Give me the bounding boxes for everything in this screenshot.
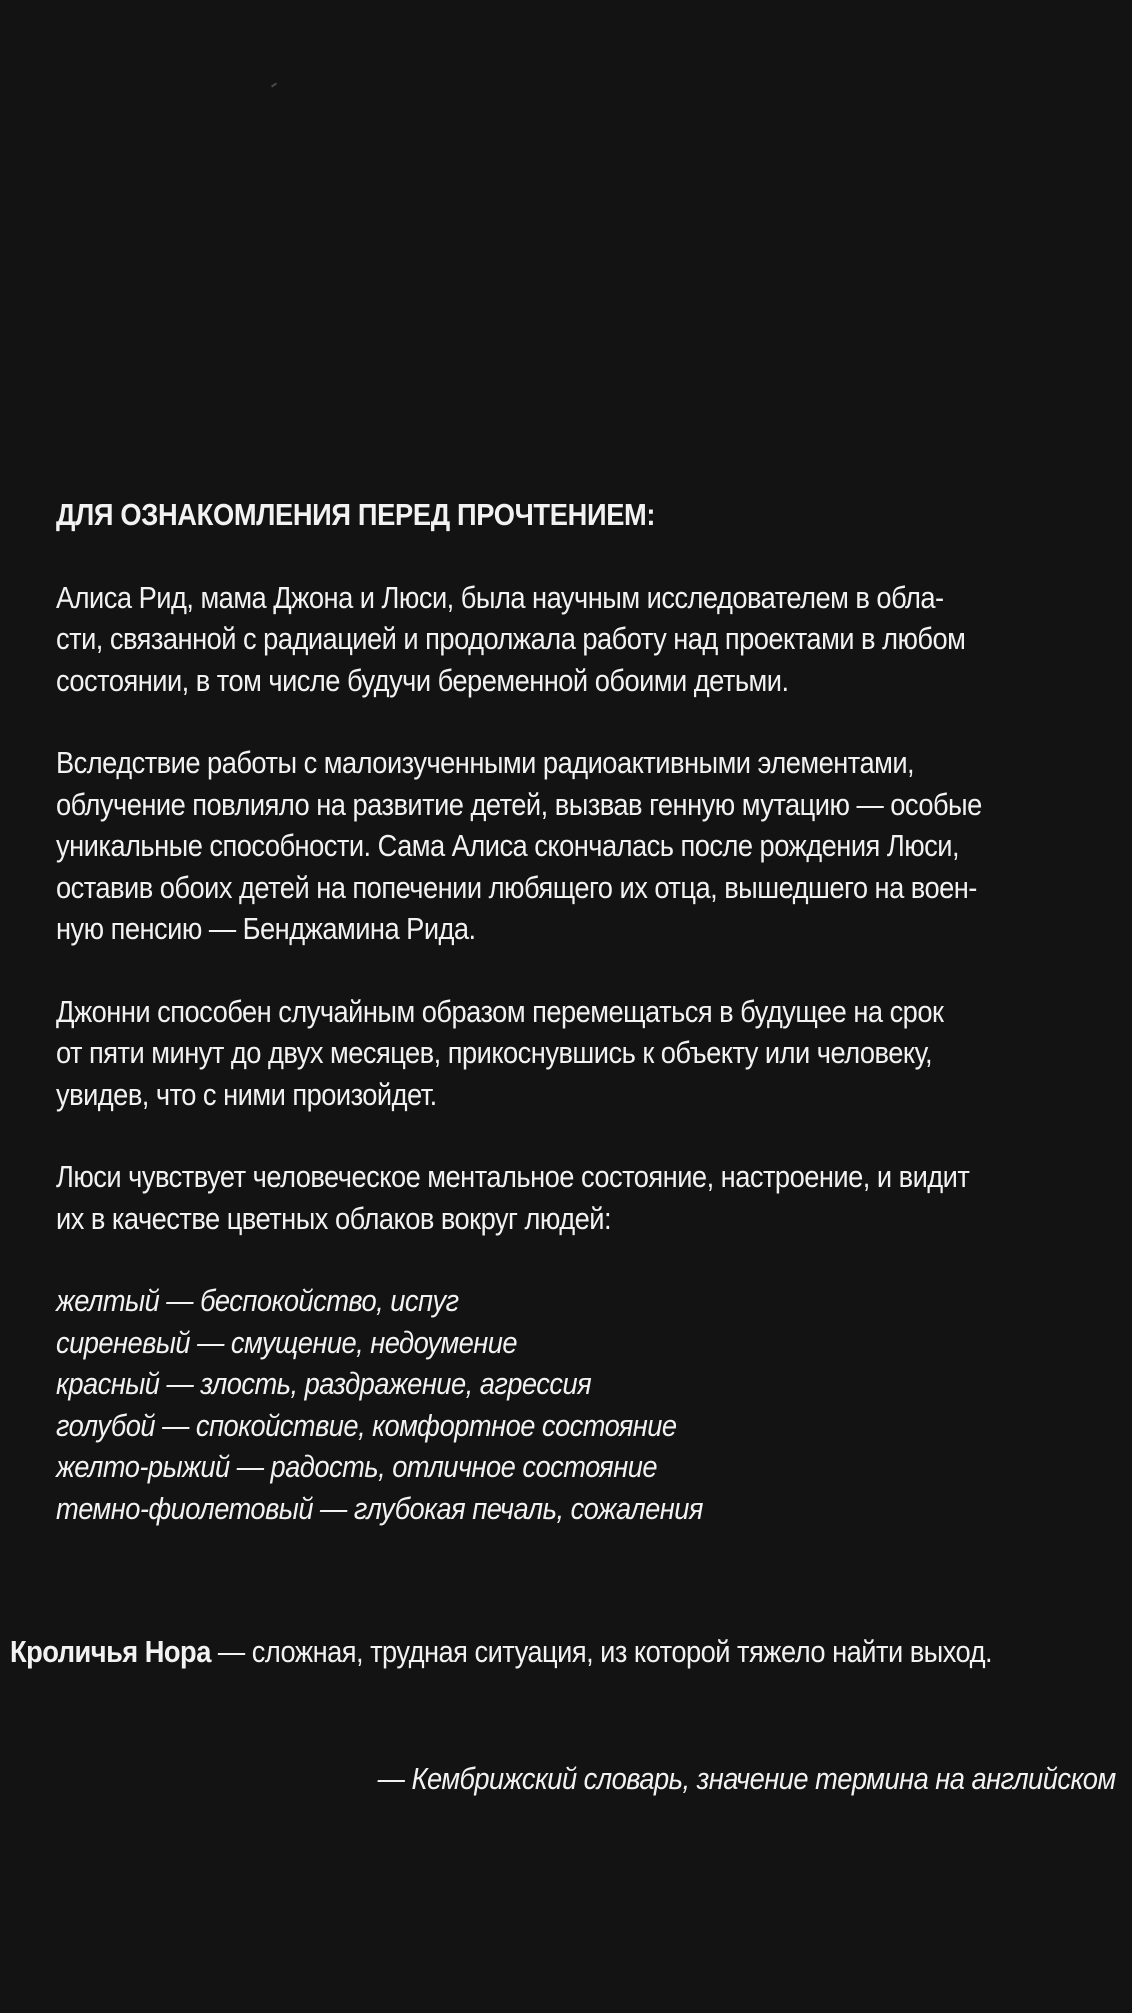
paragraph-lucy <box>56 1156 971 1239</box>
text-line: увидев, что с ними произойдет. <box>56 1076 437 1112</box>
text-line: облучение повлияло на развитие детей, вызвав генную мутацию — особые <box>56 786 982 822</box>
definition <box>10 1631 992 1672</box>
dictionary-quote: — Кембрижский словарь, значение термина на английском <box>378 1761 1116 1796</box>
color-list-item: темно-фиолетовый — глубокая печаль, сожаления <box>56 1490 703 1526</box>
definition-term: Кроличья Нора <box>10 1634 211 1669</box>
color-list-item: желтый — беспокойство, испуг <box>56 1283 459 1318</box>
text-line: Джонни способен случайным образом перемещаться в будущее на срок <box>56 993 944 1029</box>
text-line: состоянии, в том числе будучи беременной обоими детьми. <box>56 662 789 698</box>
text-line: оставив обоих детей на попечении любящего их отца, вышедшего на воен- <box>56 869 977 905</box>
text-line: их в качестве цветных облаков вокруг людей: <box>56 1200 612 1236</box>
color-list-item: красный — злость, раздражение, агрессия <box>56 1366 592 1401</box>
intro-heading: ДЛЯ ОЗНАКОМЛЕНИЯ ПЕРЕД ПРОЧТЕНИЕМ: <box>56 497 656 532</box>
intro-section <box>56 494 982 1529</box>
paragraph-radiation <box>56 742 982 950</box>
color-list-item: сиреневый — смущение, недоумение <box>56 1324 518 1360</box>
text-line: сти, связанной с радиацией и продолжала работу над проектами в любом <box>56 621 966 656</box>
definition-text: — сложная, трудная ситуация, из которой тяжело найти выход. <box>210 1634 993 1669</box>
paragraph-alice <box>56 577 971 702</box>
text-line: Алиса Рид, мама Джона и Люси, была научным исследователем в обла- <box>56 579 944 615</box>
text-line: Люси чувствует человеческое ментальное состояние, настроение, и видит <box>56 1159 970 1194</box>
paragraph-johnny <box>56 991 971 1116</box>
color-list-item: голубой — спокойствие, комфортное состояние <box>56 1407 677 1443</box>
decorative-mark <box>271 82 277 87</box>
text-line: уникальные способности. Сама Алиса скончалась после рождения Люси, <box>56 828 960 863</box>
color-list-item: желто-рыжий — радость, отличное состояние <box>56 1449 657 1484</box>
text-line: ную пенсию — Бенджамина Рида. <box>56 911 476 946</box>
text-line: от пяти минут до двух месяцев, прикоснувшись к объекту или человеку, <box>56 1035 933 1070</box>
text-line: Вследствие работы с малоизученными радиоактивными элементами, <box>56 745 915 780</box>
color-list <box>56 1280 971 1529</box>
